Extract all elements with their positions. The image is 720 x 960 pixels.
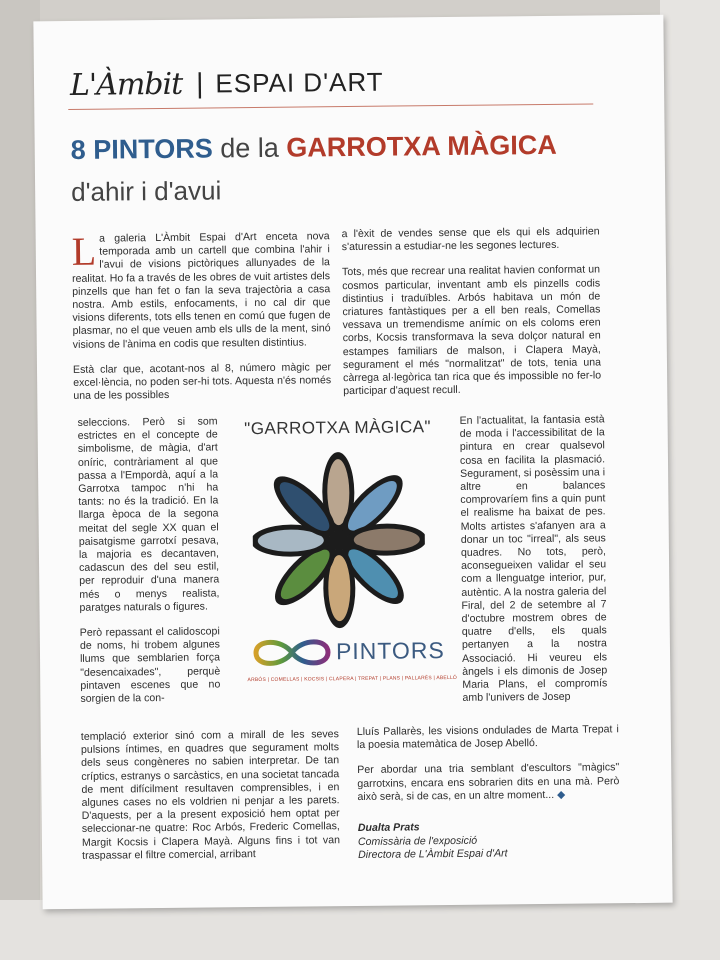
poster-title: "GARROTXA MÀGICA" [244, 417, 432, 439]
section-title: ESPAI D'ART [215, 66, 384, 99]
paragraph-three-full: templació exterior sinó com a mirall de les seves pulsions íntimes, en quadres que segurament molts dels seus congèneres no sabien interpretar. De tan críptics, estranys o sarcàstics, en una societat tancada de ment difícilment resultaven comprensibles, i en algunes cases no els voldrien ni penjar a les parets. D'aquests, per a la present exposició hem optat per seleccionar-ne quatre: Roc Arbós, Frederic Comellas, Margit Kocsis i Clapera Mayà. Alguns fins i tot van traspassar el filtre comercial, arribant [80, 728, 341, 862]
paragraph-two-top: Està clar que, acotant-nos al 8, número màgic per excel·lència, no poden ser-hi tots. Aquesta n'és només una de les possibles [72, 361, 332, 403]
article-title [71, 127, 631, 167]
flower-artwork-icon [252, 447, 426, 639]
pintors-logo-text: PINTORS [335, 637, 445, 665]
title-place: GARROTXA MÀGICA [286, 129, 557, 163]
signature-block [358, 820, 508, 862]
printed-page [33, 15, 672, 910]
header-rule [68, 103, 593, 109]
drop-cap: L [71, 228, 97, 274]
paragraph-intro-text: a galeria L'Àmbit Espai d'Art enceta nova temporada amb un cartell que combina l'ahir i l'avui de visions pictòriques allunyades de la realitat. Ho fa a través de les obres de vuit artistes dels pinzells que han fet o fan la seva trajectòria a casa nostra. Amb estils, enfocaments, i no cal dir que visions diferents, tots ells tenen en comú que fugen de plasmar, no el que veuen amb els ulls de la ment, sinó visions de l'ànima en codis que resulten distintius. [72, 230, 331, 351]
column-right-top [342, 225, 602, 410]
column-right-narrow [460, 413, 608, 717]
paragraph-q1: a l'èxit de vendes sense que els qui els adquirien s'aturessin a estudiar-ne les segones lectures. [341, 225, 600, 254]
page-header [70, 57, 610, 103]
painter-names-list: ARBÓS | COMELLAS | KOCSIS | CLAPERA | TREPAT | PLANS | PALLARÈS | ABELLÓ [247, 674, 458, 684]
article-subtitle: d'ahir i d'avui [70, 175, 222, 207]
header-separator: | [196, 67, 204, 99]
paragraph-intro [72, 230, 331, 352]
end-mark-icon: ◆ [557, 788, 566, 801]
signature-role-director: Directora de L'Àmbit Espai d'Art [358, 847, 508, 861]
paragraph-q3-full: Lluís Pallarès, les visions ondulades de Marta Trepat i la poesia matemàtica de Josep Abelló. [356, 723, 619, 752]
column-left-narrow [78, 415, 221, 718]
paragraph-two-side: seleccions. Però si som estrictes en el concepte de simbolisme, de màgia, d'art oníric, contràriament al que passa a l'Empordà, aquí a la Garrotxa tampoc n'hi ha tants: no és la tradició. En la llarga època de la segona meitat del segle XX quan el paisatgisme garrotxí pesava, la majoria es decantaven, cadascun des del seu estil, per reproduir d'una manera més o menys realista, paratges naturals o figures. [77, 415, 220, 614]
title-middle: de la [212, 132, 287, 164]
paragraph-q4 [357, 762, 619, 804]
paragraph-q4-text: Per abordar una tria semblant d'escultors "màgics" garrotxins, encara ens sobrarien dits en una mà. Però això serà, si de cas, en un altre moment... [357, 761, 620, 803]
signature-role-curator: Comissària de l'exposició [357, 834, 478, 848]
column-left-bottom [81, 728, 340, 875]
background-floor [0, 900, 720, 960]
paragraph-three-side: Però repassant el calidoscopi de noms, hi trobem algunes llums que semblarien força "desencaixades", perquè pintaven escenes que no sorgien de la con- [79, 625, 221, 705]
column-left-top [72, 230, 332, 415]
column-right-bottom [357, 723, 620, 816]
signature-name: Dualta Prats [357, 821, 420, 834]
paragraph-q3-side: En l'actualitat, la fantasia està de moda i l'accessibilitat de la pintura en crear qualsevol cosa en facilita la plasmació. Segurament, si posèssim una i altre en balances comprovaríem fins a quin punt el realisme ha baixat de pes. Molts artistes s'afanyen ara a donar un toc "irreal", als seus quadres. No tots, però, aconsegueixen validar el seu com a llenguatge interior, pur, autèntic. A la nostra galeria del Firal, del 2 de setembre al 7 d'octubre mostrem obres de quatre d'ells, els quals pertanyen a la nostra Associació. Hi veureu els àngels i els dimonis de Josep Maria Plans, el compromís amb l'univers de Josep [459, 413, 608, 705]
brand-logo-text: L'Àmbit [69, 66, 183, 103]
title-number-part: 8 PINTORS [70, 133, 213, 165]
paragraph-q2: Tots, més que recrear una realitat havien conformat un cosmos particular, inventant amb els pinzells codis distintius i traduïbles. Arbós habitava un món de criatures fantàstiques per a ell ben reals, Comellas vessava un tremendisme anímic on els coloms eren corbs, Kocsis transformava la seva dolçor natural en estampes familiars de malson, i Clapera Mayà, segurament el més "normalitzat" de tots, tenia una càrrega al·legòrica tan rica que és impossible no fer-lo participar d'aquest recull. [341, 263, 602, 398]
